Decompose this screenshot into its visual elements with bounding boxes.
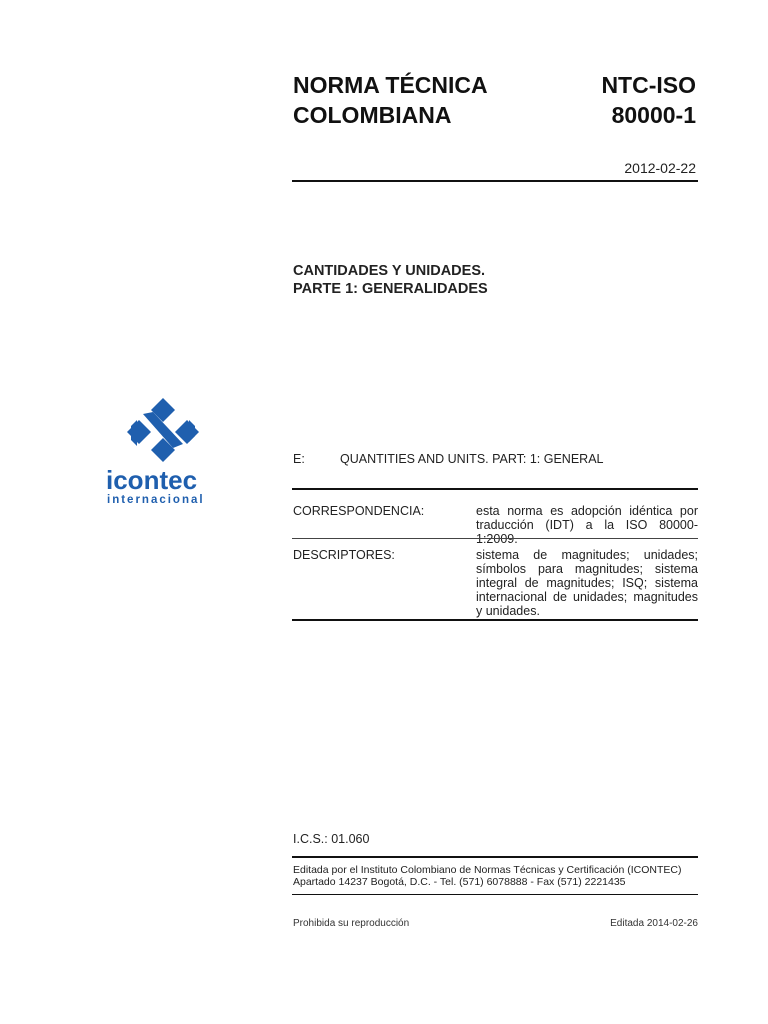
- descriptores-label: DESCRIPTORES:: [293, 548, 395, 562]
- reproduction-notice: Prohibida su reproducción: [293, 918, 410, 929]
- title-line-2: COLOMBIANA: [293, 102, 452, 128]
- title-line-1: NORMA TÉCNICA: [293, 72, 488, 98]
- icontec-n-emblem-icon: [123, 398, 203, 462]
- descriptores-value: sistema de magnitudes; unidades; símbolos para magnitudes; sistema integral de magnitudes; ISQ; sistema internacional de unidades; magnitudes y unidades.: [476, 548, 698, 618]
- logo-tagline: internacional: [107, 494, 205, 506]
- header-divider: [292, 180, 698, 182]
- subtitle-line-2: PARTE 1: GENERALIDADES: [293, 281, 488, 297]
- table-mid-divider: [292, 538, 698, 539]
- correspondencia-value: esta norma es adopción idéntica por traducción (IDT) a la ISO 80000-1:2009.: [476, 504, 698, 546]
- edition-date: Editada 2014-02-26: [610, 918, 698, 929]
- english-title-row: [293, 452, 603, 466]
- publisher-info: [293, 864, 698, 888]
- document-subtitle: [293, 262, 488, 298]
- icontec-logo: [106, 398, 226, 506]
- subtitle-line-1: CANTIDADES Y UNIDADES.: [293, 263, 486, 279]
- document-title: [293, 70, 488, 130]
- code-line-2: 80000-1: [611, 102, 696, 128]
- publisher-bottom-divider: [292, 894, 698, 895]
- publisher-line-1: Editada por el Instituto Colombiano de Normas Técnicas y Certificación (ICONTEC): [293, 864, 682, 876]
- publication-date: 2012-02-22: [624, 160, 696, 176]
- correspondencia-label: CORRESPONDENCIA:: [293, 504, 425, 518]
- publisher-top-divider: [292, 856, 698, 858]
- logo-wordmark: icontec: [106, 465, 198, 495]
- code-line-1: NTC-ISO: [601, 72, 696, 98]
- english-label: E:: [293, 452, 305, 466]
- table-top-divider: [292, 488, 698, 490]
- ics-code: I.C.S.: 01.060: [293, 832, 370, 846]
- english-title: QUANTITIES AND UNITS. PART: 1: GENERAL: [340, 452, 604, 466]
- standard-code: [601, 70, 696, 130]
- publisher-line-2: Apartado 14237 Bogotá, D.C. - Tel. (571) 6078888 - Fax (571) 2221435: [293, 876, 626, 888]
- table-bottom-divider: [292, 619, 698, 621]
